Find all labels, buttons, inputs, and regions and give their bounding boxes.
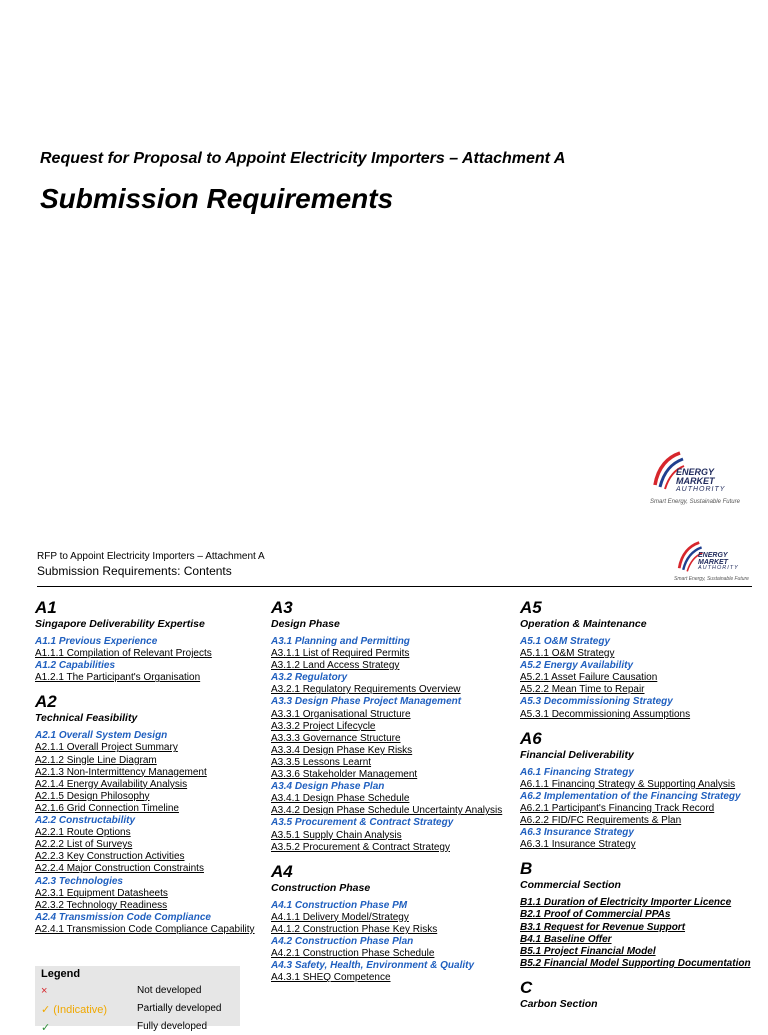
section-name: Technical Feasibility <box>35 712 138 725</box>
section-name: Financial Deliverability <box>520 748 634 761</box>
subsection-link[interactable]: A4.1 Construction Phase PM <box>271 899 408 911</box>
subsection-link[interactable]: A6.3 Insurance Strategy <box>520 827 634 839</box>
requirement-link[interactable]: A3.3.4 Design Phase Key Risks <box>271 744 413 756</box>
subsection-link[interactable]: A3.3 Design Phase Project Management <box>271 696 462 708</box>
requirement-link[interactable]: A6.2.2 FID/FC Requirements & Plan <box>520 815 682 827</box>
requirement-link[interactable]: A3.2.1 Regulatory Requirements Overview <box>271 684 461 696</box>
subsection-link[interactable]: A5.3 Decommissioning Strategy <box>520 696 673 708</box>
contents-column-1 <box>35 598 260 944</box>
requirement-link[interactable]: A2.2.3 Key Construction Activities <box>35 851 185 863</box>
requirement-link[interactable]: B5.1 Project Financial Model <box>520 945 656 957</box>
requirement-link[interactable]: A1.1.1 Compilation of Relevant Projects <box>35 648 212 660</box>
check-indicative-icon: ✓ (Indicative) <box>41 1004 108 1016</box>
requirement-link[interactable]: A6.2.1 Participant's Financing Track Record <box>520 802 715 814</box>
requirement-link[interactable]: A4.1.1 Delivery Model/Strategy <box>271 911 409 923</box>
subsection-link[interactable]: A2.4 Transmission Code Compliance <box>35 911 211 923</box>
requirement-link[interactable]: A2.2.4 Major Construction Constraints <box>35 863 204 875</box>
subsection-link[interactable]: A4.2 Construction Phase Plan <box>271 935 414 947</box>
cross-icon: × <box>41 985 48 997</box>
section-a1 <box>35 598 260 684</box>
requirement-link[interactable]: B4.1 Baseline Offer <box>520 933 612 945</box>
requirement-link[interactable]: A1.2.1 The Participant's Organisation <box>35 672 201 684</box>
section-b <box>520 859 765 970</box>
requirement-link[interactable]: A2.1.4 Energy Availability Analysis <box>35 778 188 790</box>
logo-line-energy: ENERGY <box>676 467 715 477</box>
requirement-link[interactable]: A3.5.2 Procurement & Contract Strategy <box>271 841 450 853</box>
section-name: Singapore Deliverability Expertise <box>35 618 205 630</box>
logo-tagline: Smart Energy, Sustainable Future <box>674 576 749 582</box>
contents-column-2 <box>271 598 511 992</box>
ema-logo <box>646 449 746 509</box>
requirement-link[interactable]: A2.1.1 Overall Project Summary <box>35 742 178 754</box>
section-code: A6 <box>520 728 542 748</box>
logo-line-authority: AUTHORITY <box>676 486 726 493</box>
subsection-link[interactable]: A6.1 Financing Strategy <box>520 766 634 778</box>
requirement-link[interactable]: A3.1.2 Land Access Strategy <box>271 660 400 672</box>
section-code: A4 <box>271 861 293 881</box>
legend-title: Legend <box>41 968 81 980</box>
contents-header-doc-name: RFP to Appoint Electricity Importers – Attachment A <box>37 551 265 562</box>
section-a6 <box>520 729 765 852</box>
ema-logo-wordmark <box>676 468 725 493</box>
requirement-link[interactable]: B5.2 Financial Model Supporting Documentation <box>520 957 751 969</box>
section-code: A1 <box>35 598 57 617</box>
subsection-link[interactable]: A3.4 Design Phase Plan <box>271 781 385 793</box>
requirement-link[interactable]: A3.3.3 Governance Structure <box>271 732 401 744</box>
ema-logo-wordmark <box>698 552 739 572</box>
section-name: Operation & Maintenance <box>520 618 647 630</box>
subsection-link[interactable]: A3.1 Planning and Permitting <box>271 636 410 647</box>
section-name: Construction Phase <box>271 881 371 894</box>
ema-logo-small <box>672 539 752 585</box>
header-divider <box>37 586 752 587</box>
logo-line-market: MARKET <box>676 476 715 486</box>
requirement-link[interactable]: B3.1 Request for Revenue Support <box>520 921 686 933</box>
requirement-link[interactable]: A2.2.1 Route Options <box>35 827 131 839</box>
subsection-link[interactable]: A3.5 Procurement & Contract Strategy <box>271 817 454 829</box>
requirement-link[interactable]: A3.4.2 Design Phase Schedule Uncertainty Analysis <box>271 805 503 817</box>
subsection-link[interactable]: A2.1 Overall System Design <box>35 730 168 742</box>
subsection-link[interactable]: A2.3 Technologies <box>35 875 123 887</box>
contents-header-title: Submission Requirements: Contents <box>37 564 232 578</box>
section-name: Design Phase <box>271 618 340 630</box>
check-icon: ✓ <box>41 1022 51 1034</box>
legend-label: Not developed <box>137 985 202 996</box>
document-title: Submission Requirements <box>40 183 394 214</box>
subsection-link[interactable]: A6.2 Implementation of the Financing Strategy <box>520 790 741 802</box>
legend-label: Fully developed <box>137 1021 208 1032</box>
requirement-link[interactable]: A3.3.1 Organisational Structure <box>271 708 411 720</box>
requirement-link[interactable]: A2.3.1 Equipment Datasheets <box>35 887 168 899</box>
document-subtitle: Request for Proposal to Appoint Electricity Importers – Attachment A <box>40 150 566 167</box>
section-code: A2 <box>35 692 57 712</box>
subsection-link[interactable]: A1.2 Capabilities <box>35 660 116 672</box>
contents-column-3 <box>520 598 765 1019</box>
requirement-link[interactable]: A2.1.2 Single Line Diagram <box>35 754 157 766</box>
section-code: B <box>520 859 533 879</box>
requirement-link[interactable]: A3.3.2 Project Lifecycle <box>271 720 376 732</box>
section-name: Commercial Section <box>520 879 621 892</box>
section-code: C <box>520 977 533 997</box>
requirement-link[interactable]: A5.2.1 Asset Failure Causation <box>520 672 658 684</box>
section-a3 <box>271 598 511 854</box>
requirement-link[interactable]: A2.1.5 Design Philosophy <box>35 790 150 802</box>
requirement-link[interactable]: A4.1.2 Construction Phase Key Risks <box>271 923 438 935</box>
requirement-link[interactable]: B2.1 Proof of Commercial PPAs <box>520 909 671 921</box>
logo-tagline: Smart Energy, Sustainable Future <box>650 499 740 505</box>
requirement-link[interactable]: A3.5.1 Supply Chain Analysis <box>271 829 402 841</box>
requirement-link[interactable]: A4.3.1 SHEQ Competence <box>271 972 391 984</box>
legend-label: Partially developed <box>137 1003 222 1014</box>
section-c <box>520 978 765 1011</box>
requirement-link[interactable]: A5.2.2 Mean Time to Repair <box>520 684 645 696</box>
requirement-link[interactable]: A4.2.1 Construction Phase Schedule <box>271 948 435 960</box>
requirement-link[interactable]: A3.4.1 Design Phase Schedule <box>271 793 410 805</box>
requirement-link[interactable]: A5.3.1 Decommissioning Assumptions <box>520 708 691 720</box>
section-a5 <box>520 598 765 721</box>
requirement-link[interactable]: A2.4.1 Transmission Code Compliance Capability <box>35 923 255 935</box>
subsection-link[interactable]: A5.2 Energy Availability <box>520 660 634 672</box>
logo-line-market: MARKET <box>698 559 728 566</box>
subsection-link[interactable]: A5.1 O&M Strategy <box>520 636 611 647</box>
subsection-link[interactable]: A1.1 Previous Experience <box>35 636 158 647</box>
section-name: Carbon Section <box>520 997 598 1010</box>
requirement-link[interactable]: A2.3.2 Technology Readiness <box>35 899 168 911</box>
section-a4 <box>271 862 511 985</box>
requirement-link[interactable]: A6.3.1 Insurance Strategy <box>520 839 636 851</box>
requirement-link[interactable]: A6.1.1 Financing Strategy & Supporting Analysis <box>520 778 736 790</box>
requirement-link[interactable]: A2.1.6 Grid Connection Timeline <box>35 802 179 814</box>
requirement-link[interactable]: A3.3.6 Stakeholder Management <box>271 769 418 781</box>
section-code: A5 <box>520 598 542 617</box>
requirement-link[interactable]: B1.1 Duration of Electricity Importer Licence <box>520 897 732 909</box>
legend <box>35 966 240 1034</box>
section-code: A3 <box>271 598 293 617</box>
section-a2 <box>35 692 260 936</box>
subsection-link[interactable]: A3.2 Regulatory <box>271 672 348 684</box>
requirement-link[interactable]: A3.3.5 Lessons Learnt <box>271 756 372 768</box>
requirement-link[interactable]: A2.1.3 Non-Intermittency Management <box>35 766 207 778</box>
subsection-link[interactable]: A2.2 Constructability <box>35 815 136 827</box>
subsection-link[interactable]: A4.3 Safety, Health, Environment & Quality <box>271 960 475 972</box>
logo-line-authority: AUTHORITY <box>698 565 739 571</box>
requirement-link[interactable]: A5.1.1 O&M Strategy <box>520 648 615 660</box>
requirement-link[interactable]: A3.1.1 List of Required Permits <box>271 648 410 660</box>
logo-line-energy: ENERGY <box>698 552 728 559</box>
requirement-link[interactable]: A2.2.2 List of Surveys <box>35 839 133 851</box>
